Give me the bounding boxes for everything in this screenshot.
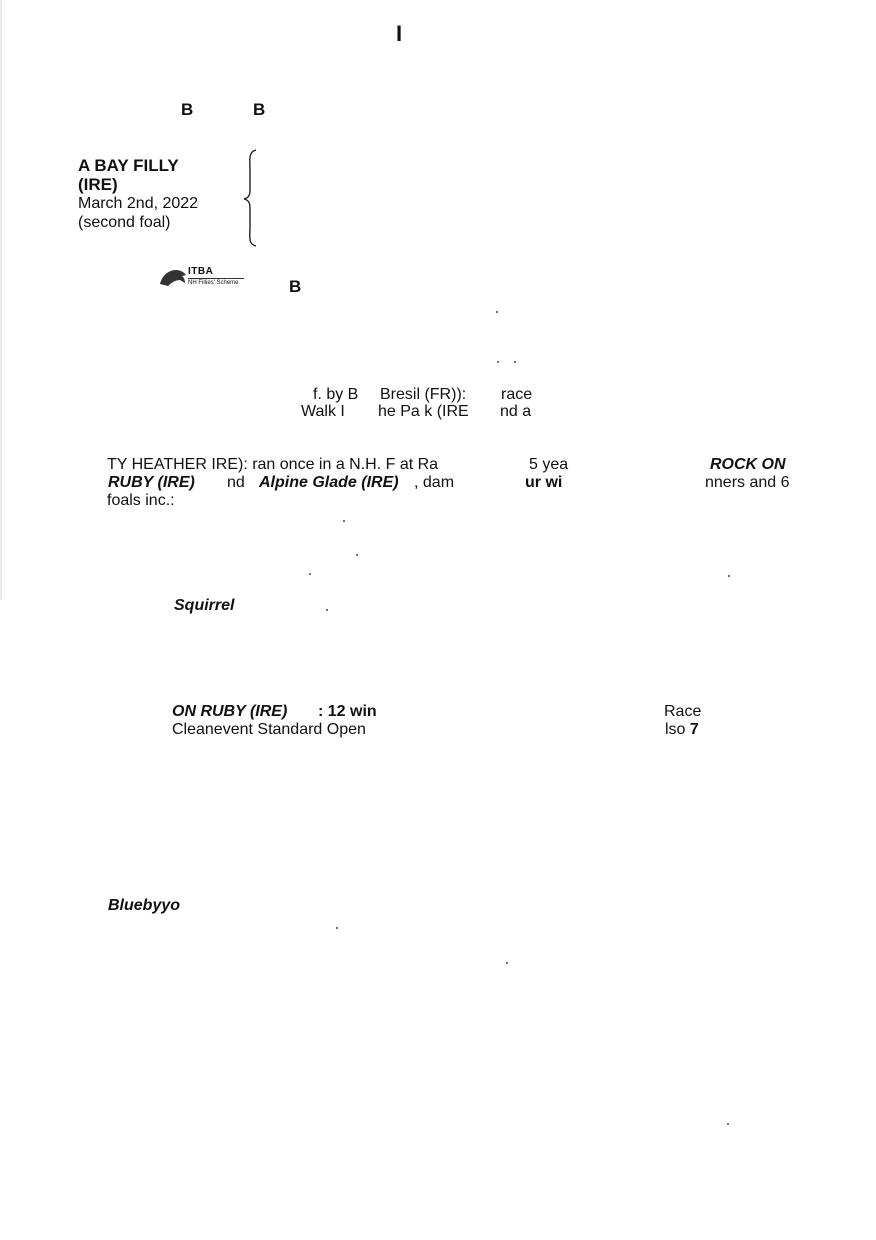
logo-subtitle: NH Fillies' Scheme bbox=[188, 280, 239, 286]
scan-dot bbox=[309, 573, 311, 575]
itba-logo bbox=[158, 266, 250, 290]
rock-on-ruby-race-name: Cleanevent Standard Open bbox=[172, 721, 366, 738]
horse-name-rock-on: ROCK ON bbox=[710, 456, 786, 473]
scan-dot bbox=[326, 609, 328, 611]
second-dam-dam: , dam bbox=[414, 474, 455, 491]
horse-name-alpine-glade: Alpine Glade (IRE) bbox=[259, 474, 399, 491]
horse-name-ruby: RUBY (IRE) bbox=[108, 474, 195, 491]
header-mark: I bbox=[396, 21, 403, 46]
first-dam-r1c1: f. by B bbox=[313, 386, 359, 403]
second-dam-winners-fragment: ur wi bbox=[525, 474, 563, 491]
second-dam-line1-age: 5 yea bbox=[529, 456, 569, 473]
scan-edge bbox=[0, 0, 2, 600]
pedigree-brace bbox=[242, 148, 262, 248]
marker-b-right: B bbox=[253, 100, 266, 119]
horse-name-rock-on-ruby: ON RUBY (IRE) bbox=[172, 703, 288, 720]
scan-dot bbox=[336, 927, 338, 929]
rock-on-ruby-also bbox=[665, 720, 699, 739]
second-dam-foals-inc: foals inc.: bbox=[107, 492, 175, 509]
horse-head-icon bbox=[158, 266, 188, 290]
second-dam-and: nd bbox=[227, 474, 245, 491]
horse-name-squirrel: Squirrel bbox=[174, 597, 235, 614]
lot-dob: March 2nd, 2022 bbox=[78, 195, 199, 212]
first-dam-r1c2: Bresil (FR)): bbox=[380, 386, 467, 403]
scan-dot bbox=[496, 311, 498, 313]
logo-brand: ITBA bbox=[188, 266, 214, 277]
scan-dot bbox=[727, 1123, 729, 1125]
horse-name-bluebyyo: Bluebyyo bbox=[108, 897, 181, 914]
first-dam-r1c3: race bbox=[501, 386, 533, 403]
rock-on-ruby-wins: : 12 win bbox=[318, 703, 377, 720]
scan-dot bbox=[728, 575, 730, 577]
marker-b-left: B bbox=[181, 100, 194, 119]
lot-foal-note: (second foal) bbox=[78, 214, 171, 231]
marker-b-logo: B bbox=[289, 277, 302, 296]
scan-dot bbox=[506, 962, 508, 964]
lot-title-line1: A BAY FILLY bbox=[78, 156, 179, 175]
rock-on-ruby-race: Race bbox=[664, 703, 702, 720]
lot-title-line2: (IRE) bbox=[78, 175, 118, 194]
first-dam-r2c1: Walk I bbox=[301, 403, 345, 420]
second-dam-winners-count: nners and 6 bbox=[705, 474, 790, 491]
first-dam-r2c2: he Pa k (IRE bbox=[378, 403, 469, 420]
scan-dot bbox=[497, 361, 499, 363]
scan-dot bbox=[514, 361, 516, 363]
also-number: 7 bbox=[689, 721, 699, 738]
also-text: lso bbox=[665, 721, 690, 738]
scan-dot bbox=[356, 554, 358, 556]
first-dam-r2c3: nd a bbox=[500, 403, 532, 420]
scan-dot bbox=[343, 520, 345, 522]
second-dam-line1: TY HEATHER IRE): ran once in a N.H. F at Ra bbox=[107, 456, 439, 473]
